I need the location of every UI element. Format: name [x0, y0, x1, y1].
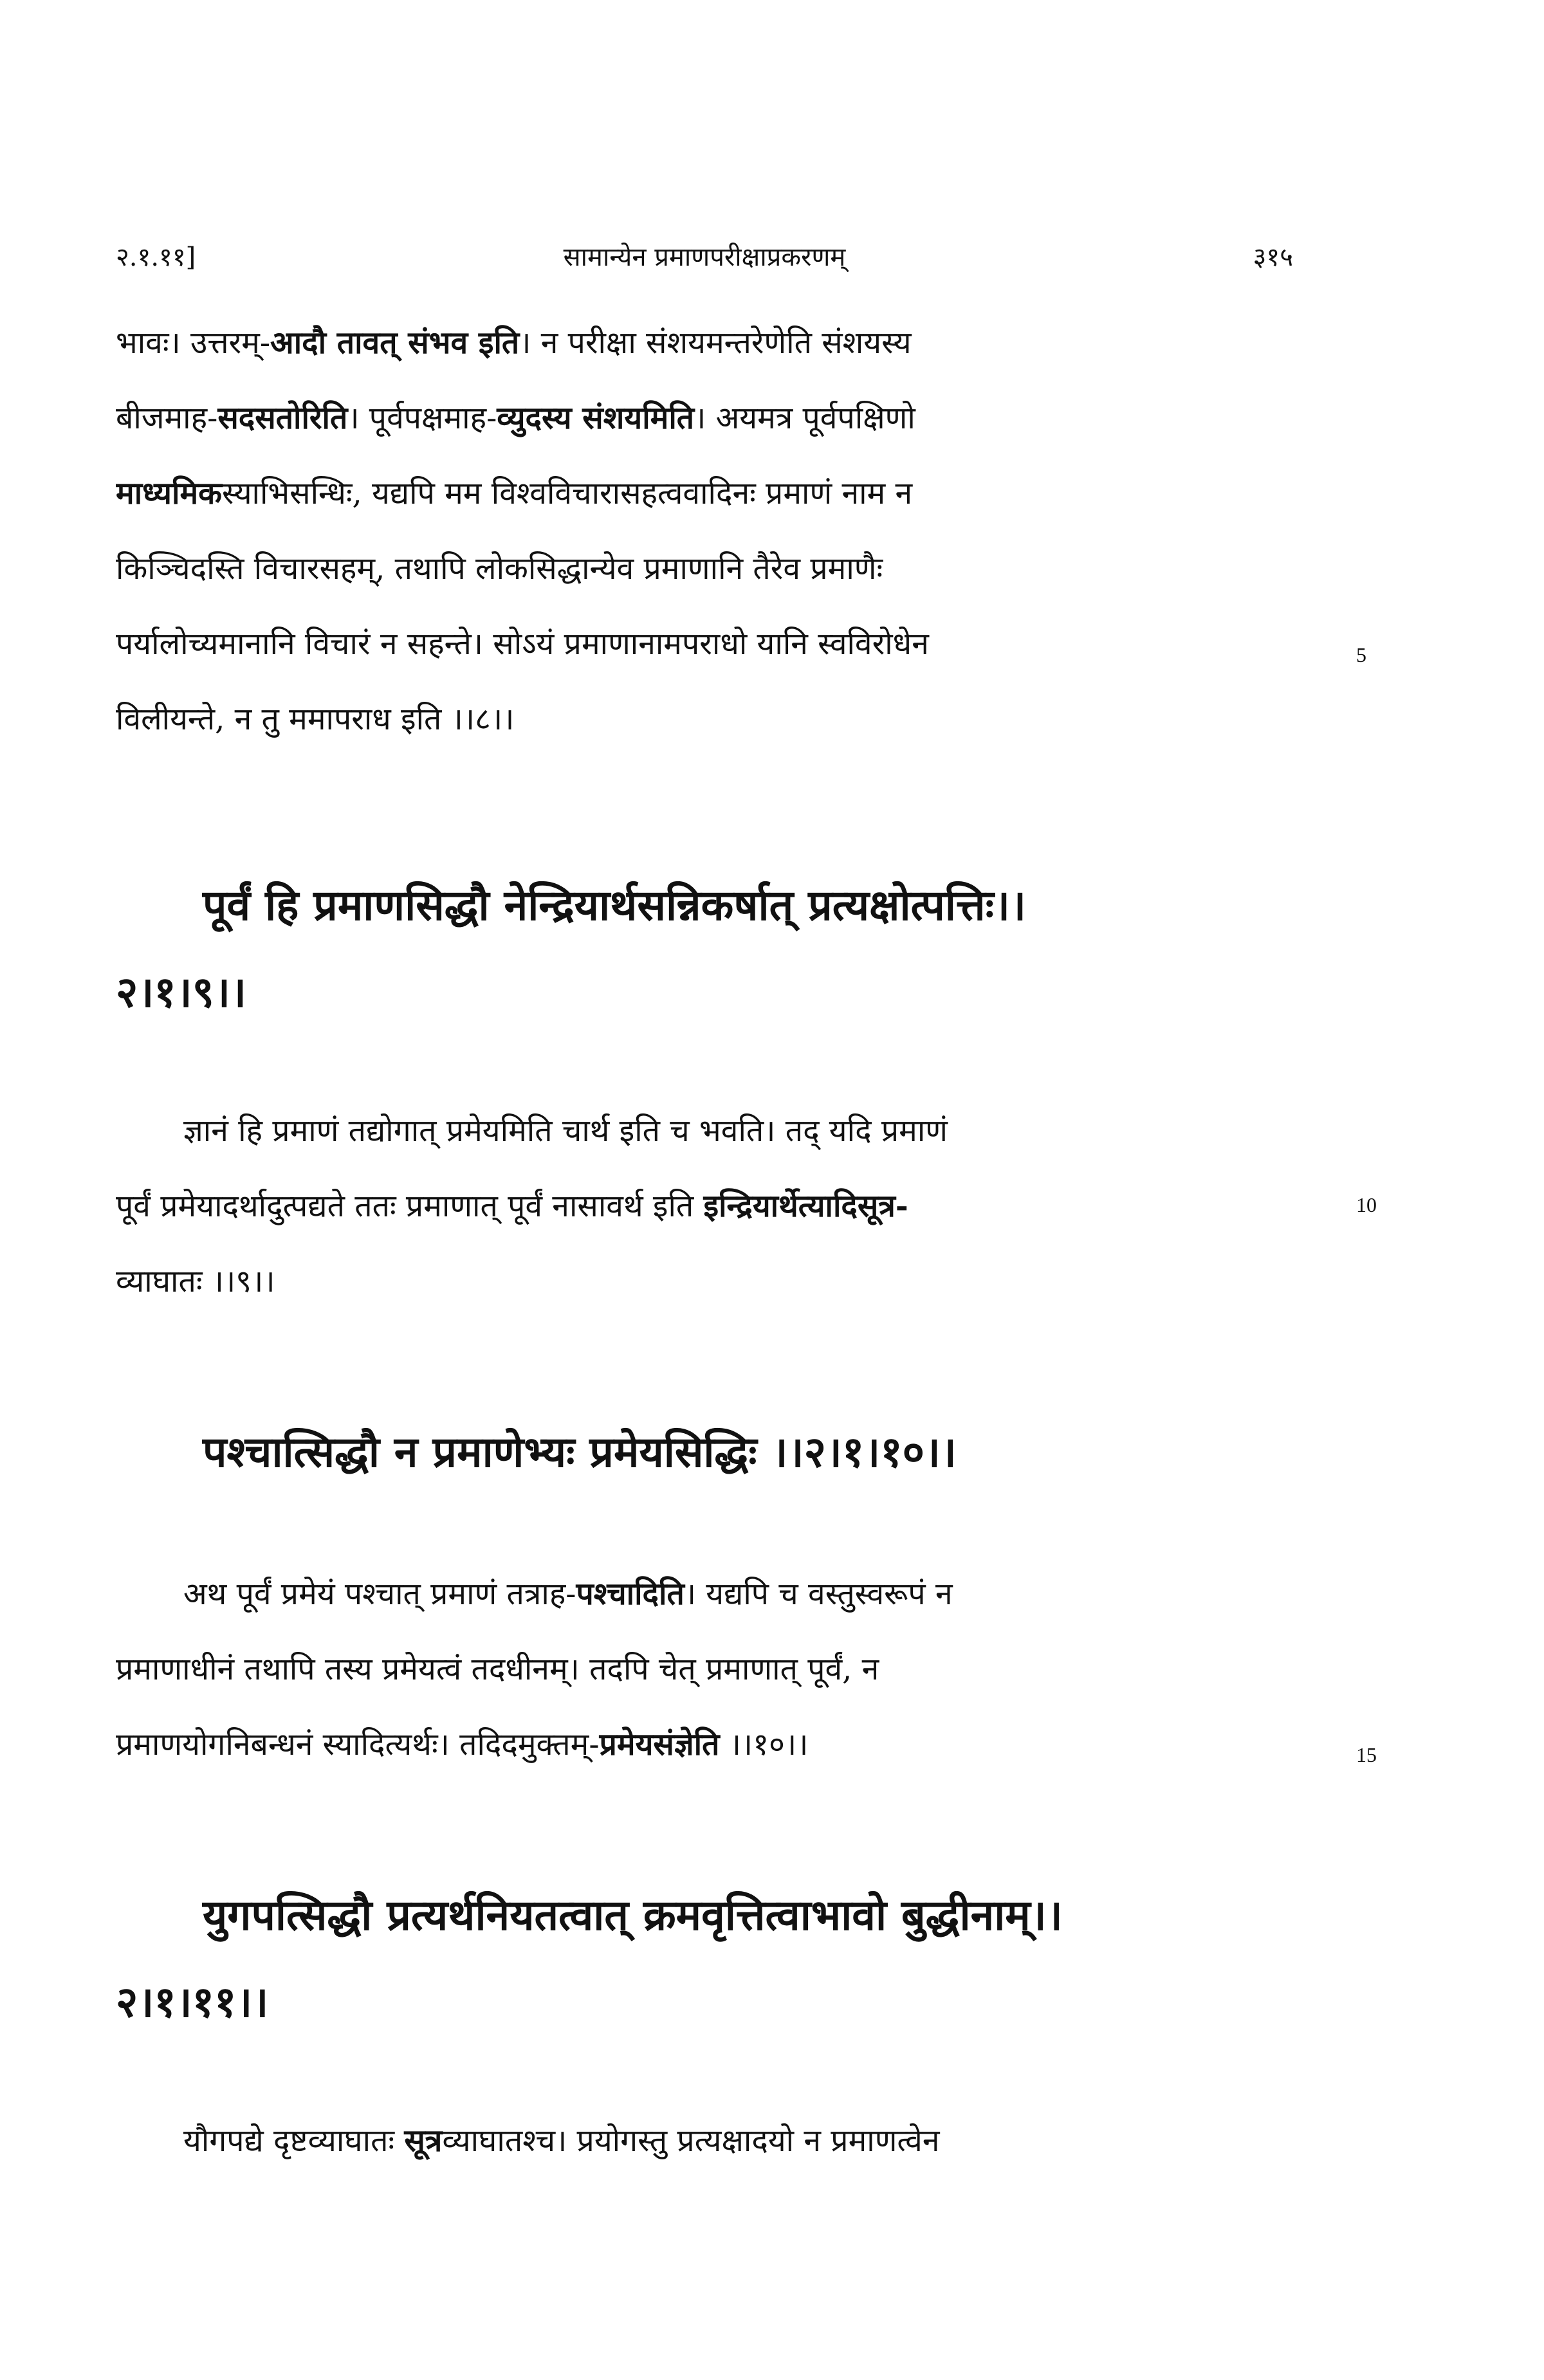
- line-number: 15: [1356, 1743, 1377, 1766]
- text-line: यौगपद्ये दृष्टव्याघातः सूत्रव्याघातश्च। प्रयोगस्तु प्रत्यक्षादयो न प्रमाणत्वेन: [183, 2123, 940, 2159]
- text-line: पर्यालोच्यमानानि विचारं न सहन्ते। सोऽयं प्रमाणानामपराधो यानि स्वविरोधेन: [116, 626, 929, 662]
- text-line: विलीयन्ते, न तु ममापराध इति ।।८।।: [116, 701, 515, 737]
- text-line: अथ पूर्वं प्रमेयं पश्चात् प्रमाणं तत्राह-पश्चादिति। यद्यपि च वस्तुस्वरूपं न: [183, 1576, 953, 1612]
- text-line: बीजमाह-सदसतोरिति। पूर्वपक्षमाह-व्युदस्य संशयमिति। अयमत्र पूर्वपक्षिणो: [116, 400, 915, 436]
- sutra-number: २।१।९।।: [116, 967, 247, 1017]
- sutra-line: पश्चात्सिद्धौ न प्रमाणेभ्यः प्रमेयसिद्धिः ।।२।१।१०।।: [203, 1427, 957, 1477]
- page-number: ३१५: [1253, 243, 1293, 272]
- line-number: 10: [1356, 1193, 1377, 1216]
- text-line: व्याघातः ।।९।।: [116, 1263, 275, 1299]
- sutra-heading-2: [116, 1409, 1293, 1496]
- sutra-line: युगपत्सिद्धौ प्रत्यर्थनियतत्वात् क्रमवृत्तित्वाभावो बुद्धीनाम्।।: [203, 1890, 1063, 1940]
- text-line: पूर्वं प्रमेयादर्थादुत्पद्यते ततः प्रमाणात् पूर्वं नासावर्थ इति इन्द्रियार्थेत्यादिसूत्र-: [116, 1188, 908, 1224]
- header-section-ref: २.१.११]: [116, 243, 196, 272]
- header-chapter-title: सामान्येन प्रमाणपरीक्षाप्रकरणम्: [563, 243, 846, 272]
- sutra-line: पूर्वं हि प्रमाणसिद्धौ नेन्द्रियार्थसन्निकर्षात् प्रत्यक्षोत्पत्तिः।।: [203, 880, 1026, 930]
- commentary-paragraph-3: [116, 1557, 1293, 1782]
- sutra-number: २।१।११।।: [116, 1977, 269, 2027]
- text-line: ज्ञानं हि प्रमाणं तद्योगात् प्रमेयमिति चार्थ इति च भवति। तद् यदि प्रमाणं: [183, 1113, 948, 1149]
- running-header: [116, 232, 1293, 283]
- commentary-paragraph-1: [116, 306, 1293, 757]
- line-number: 5: [1356, 643, 1366, 666]
- text-line: माध्यमिकस्याभिसन्धिः, यद्यपि मम विश्वविचारासहत्ववादिनः प्रमाणं नाम न: [116, 475, 913, 511]
- text-line: किञ्चिदस्ति विचारसहम्, तथापि लोकसिद्धान्येव प्रमाणानि तैरेव प्रमाणैः: [116, 551, 883, 587]
- text-line: प्रमाणयोगनिबन्धनं स्यादित्यर्थः। तदिदमुक्तम्-प्रमेयसंज्ञेति ।।१०।।: [116, 1726, 809, 1762]
- sutra-heading-3: [116, 1872, 1293, 2046]
- sutra-heading-1: [116, 862, 1293, 1036]
- commentary-paragraph-4: [116, 2103, 1293, 2179]
- commentary-paragraph-2: [116, 1094, 1293, 1319]
- text-line: प्रमाणाधीनं तथापि तस्य प्रमेयत्वं तदधीनम्। तदपि चेत् प्रमाणात् पूर्वं, न: [116, 1651, 879, 1687]
- text-line: भावः। उत्तरम्-आदौ तावत् संभव इति। न परीक्षा संशयमन्तरेणेति संशयस्य: [116, 325, 912, 361]
